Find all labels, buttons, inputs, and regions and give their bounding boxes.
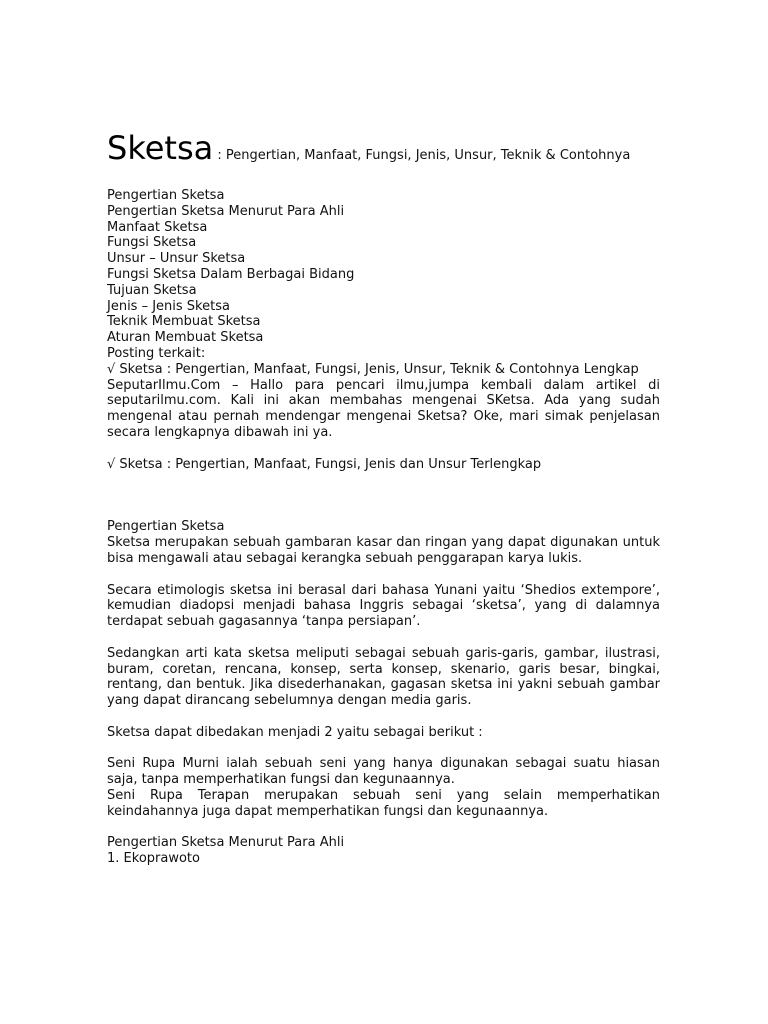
spacer xyxy=(107,441,660,457)
paragraph: Sketsa merupakan sebuah gambaran kasar dan ringan yang dapat digunakan untuk bisa mengawali atau sebagai kerangka sebuah penggarapan karya lukis. xyxy=(107,535,660,566)
toc-item: Pengertian Sketsa Menurut Para Ahli xyxy=(107,203,345,219)
toc-item: Pengertian Sketsa xyxy=(107,188,225,203)
spacer xyxy=(107,472,660,519)
section-heading: Pengertian Sketsa xyxy=(107,519,225,535)
paragraph: Seni Rupa Murni ialah sebuah seni yang hanya digunakan sebagai suatu hiasan saja, tanpa memperhatikan fungsi dan kegunaannya. xyxy=(107,756,660,788)
paragraph: Sedangkan arti kata sketsa meliputi sebagai sebuah garis-garis, gambar, ilustrasi, buram, coretan, rencana, konsep, serta konsep, skenario, garis besar, bingkai, rentang, dan bentuk. Jika disederhanakan, gagasan sketsa ini yakni sebuah gambar yang dapat dirancang sebelumnya dengan media garis. xyxy=(107,645,660,709)
spacer xyxy=(107,630,660,646)
related-post-link: √ Sketsa : Pengertian, Manfaat, Fungsi, Jenis, Unsur, Teknik & Contohnya Lengkap xyxy=(107,361,639,377)
toc-item: Fungsi Sketsa Dalam Berbagai Bidang xyxy=(107,266,355,282)
title-subtitle: : Pengertian, Manfaat, Fungsi, Jenis, Unsur, Teknik & Contohnya xyxy=(213,148,631,163)
paragraph: Secara etimologis sketsa ini berasal dari bahasa Yunani yaitu ‘Shedios extempore’, kemudian diadopsi menjadi bahasa Inggris sebagai ‘sketsa’, yang di dalamnya terdapat sebuah gagasannya ‘tanpa persiapan’. xyxy=(107,582,660,630)
toc-item: Tujuan Sketsa xyxy=(107,282,197,298)
document-page xyxy=(107,128,660,867)
spacer xyxy=(107,567,660,583)
toc-item: Unsur – Unsur Sketsa xyxy=(107,251,246,267)
toc-item: Teknik Membuat Sketsa xyxy=(107,314,261,330)
page-title xyxy=(107,128,660,176)
paragraph: Seni Rupa Terapan merupakan sebuah seni yang selain memperhatikan keindahannya juga dapat memperhatikan fungsi dan kegunaannya. xyxy=(107,787,660,819)
related-post-link-2: √ Sketsa : Pengertian, Manfaat, Fungsi, Jenis dan Unsur Terlengkap xyxy=(107,456,542,472)
intro-paragraph: SeputarIlmu.Com – Hallo para pencari ilmu,jumpa kembali dalam artikel di seputarilmu.com. Kali ini akan membahas mengenai SKetsa. Ada yang sudah mengenal atau pernah mendengar mengenai Sketsa? Oke, mari simak penjelasan secara lengkapnya dibawah ini ya. xyxy=(107,377,660,440)
title-main: Sketsa xyxy=(107,129,214,167)
related-posts-label: Posting terkait: xyxy=(107,345,206,361)
section-heading: Pengertian Sketsa Menurut Para Ahli xyxy=(107,835,345,851)
toc-item: Jenis – Jenis Sketsa xyxy=(107,298,230,314)
list-item: 1. Ekoprawoto xyxy=(107,851,200,867)
toc-item: Manfaat Sketsa xyxy=(107,219,208,235)
toc-item: Fungsi Sketsa xyxy=(107,235,197,251)
spacer xyxy=(107,819,660,835)
toc-item: Aturan Membuat Sketsa xyxy=(107,330,264,346)
table-of-contents xyxy=(107,188,660,346)
paragraph: Sketsa dapat dibedakan menjadi 2 yaitu sebagai berikut : xyxy=(107,724,483,740)
spacer xyxy=(107,709,660,725)
spacer xyxy=(107,741,660,757)
